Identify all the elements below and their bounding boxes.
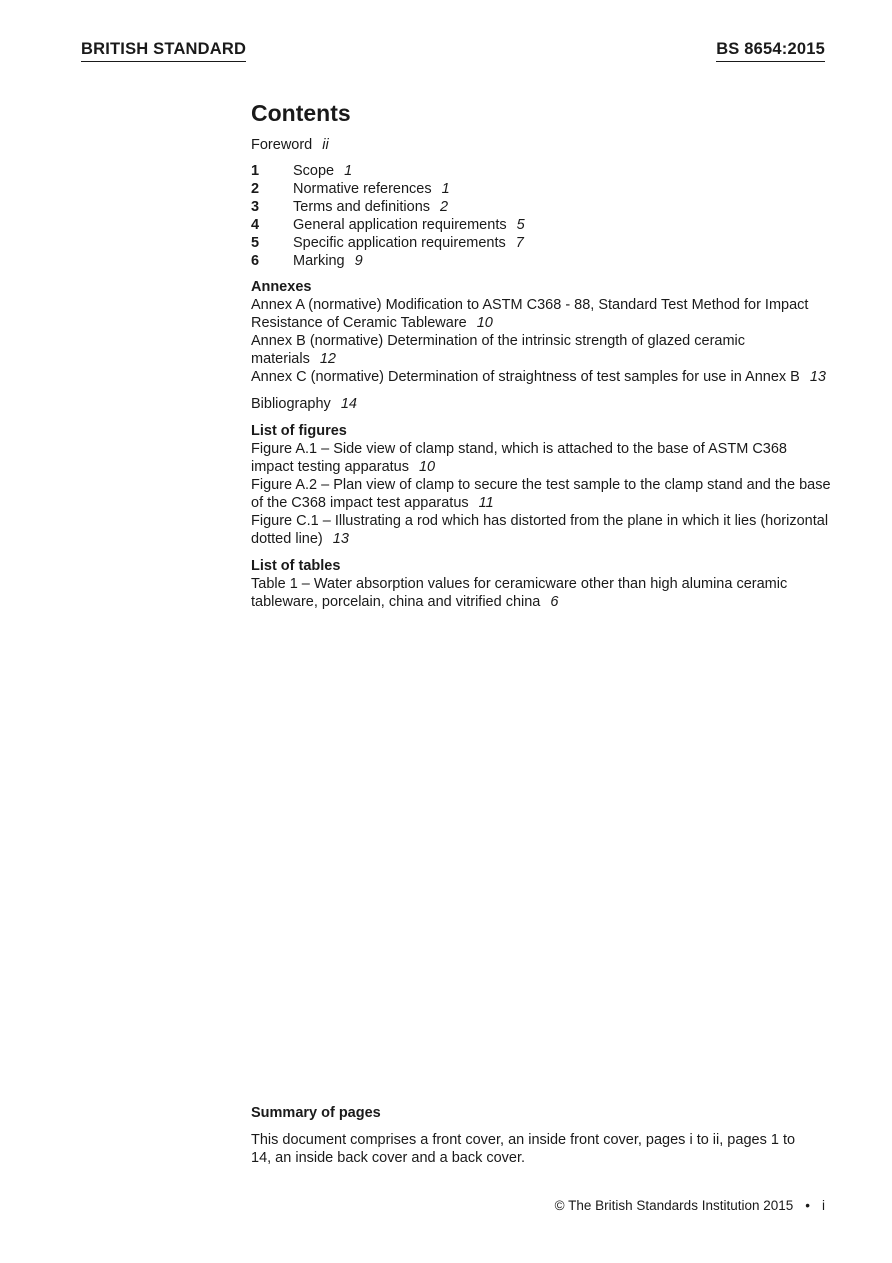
toc-entry-annex[interactable] (251, 296, 831, 332)
toc-entry-text: Annex C (normative) Determination of straightness of test samples for use in Annex B (251, 369, 800, 385)
clause-number: 6 (251, 253, 260, 269)
clause-number: 4 (251, 217, 260, 233)
toc-page-number: 1 (441, 181, 450, 197)
clause-title: Marking (293, 253, 345, 269)
contents-section (251, 98, 831, 620)
toc-entry-text: Figure A.1 – Side view of clamp stand, which is attached to the base of ASTM C368 impact testing apparatus (251, 441, 787, 475)
clause-title: Normative references (293, 181, 432, 197)
toc-entry-annex[interactable] (251, 368, 831, 386)
toc-entry-text: Annex A (normative) Modification to ASTM C368 - 88, Standard Test Method for Impact Resistance of Ceramic Tableware (251, 297, 809, 331)
clause-number: 5 (251, 235, 260, 251)
toc-entry-clause[interactable] (251, 180, 831, 198)
toc-page-number: 7 (515, 235, 524, 251)
toc-entry-text: Bibliography (251, 396, 331, 412)
toc-entry-clause[interactable] (251, 234, 831, 252)
figures-heading: List of figures (251, 423, 347, 439)
toc-entry-clause[interactable] (251, 162, 831, 180)
toc-entry-figure[interactable] (251, 440, 831, 476)
toc-page-number: 14 (340, 396, 357, 412)
toc-entry-figure[interactable] (251, 512, 831, 548)
clause-title: Terms and definitions (293, 199, 431, 215)
toc-entry-table[interactable] (251, 575, 831, 611)
header-left-title: BRITISH STANDARD (81, 40, 246, 62)
copyright-notice: © The British Standards Institution 2015 (554, 1198, 794, 1213)
page-number: i (822, 1198, 825, 1213)
annexes-section (251, 278, 831, 386)
bullet-separator: • (805, 1198, 810, 1213)
toc-entry-text: Table 1 – Water absorption values for ceramicware other than high alumina ceramic tableware, porcelain, china and vitrified china (251, 576, 788, 610)
header-standard-number: BS 8654:2015 (716, 40, 825, 62)
toc-entry-text: Foreword (251, 137, 313, 153)
figures-section (251, 422, 831, 548)
toc-page-number: 12 (319, 351, 336, 367)
contents-title: Contents (251, 100, 351, 126)
summary-of-pages (251, 1104, 811, 1167)
toc-page-number: 10 (476, 315, 493, 331)
clause-number: 2 (251, 181, 260, 197)
clause-number: 3 (251, 199, 260, 215)
clause-list (251, 162, 831, 270)
clause-title: Scope (293, 163, 335, 179)
tables-heading: List of tables (251, 558, 341, 574)
toc-entry-annex[interactable] (251, 332, 831, 368)
toc-entry-text: Figure C.1 – Illustrating a rod which has distorted from the plane in which it lies (horizontal dotted line) (251, 513, 829, 547)
clause-number: 1 (251, 163, 260, 179)
toc-entry-clause[interactable] (251, 198, 831, 216)
tables-section (251, 557, 831, 611)
summary-text: This document comprises a front cover, an inside front cover, pages i to ii, pages 1 to 14, an inside back cover and a back cover. (251, 1132, 796, 1166)
annexes-heading: Annexes (251, 279, 312, 295)
toc-entry-foreword[interactable] (251, 136, 831, 154)
toc-page-number: ii (322, 137, 329, 153)
toc-entry-figure[interactable] (251, 476, 831, 512)
toc-page-number: 5 (516, 217, 525, 233)
toc-page-number: 6 (550, 594, 559, 610)
clause-title: Specific application requirements (293, 235, 506, 251)
toc-page-number: 13 (809, 369, 826, 385)
toc-page-number: 1 (344, 163, 353, 179)
toc-entry-bibliography[interactable] (251, 395, 831, 413)
toc-page-number: 2 (440, 199, 449, 215)
toc-entry-text: Figure A.2 – Plan view of clamp to secure the test sample to the clamp stand and the base of the C368 impact test apparatus (251, 477, 831, 511)
toc-page-number: 10 (418, 459, 436, 475)
summary-heading: Summary of pages (251, 1105, 381, 1121)
toc-page-number: 9 (354, 253, 363, 269)
toc-entry-clause[interactable] (251, 216, 831, 234)
toc-page-number: 13 (332, 531, 349, 547)
toc-entry-clause[interactable] (251, 252, 831, 270)
toc-page-number: 11 (478, 495, 494, 511)
toc-entry-text: Annex B (normative) Determination of the intrinsic strength of glazed ceramic materials (251, 333, 746, 367)
page-footer (555, 1198, 825, 1213)
clause-title: General application requirements (293, 217, 507, 233)
